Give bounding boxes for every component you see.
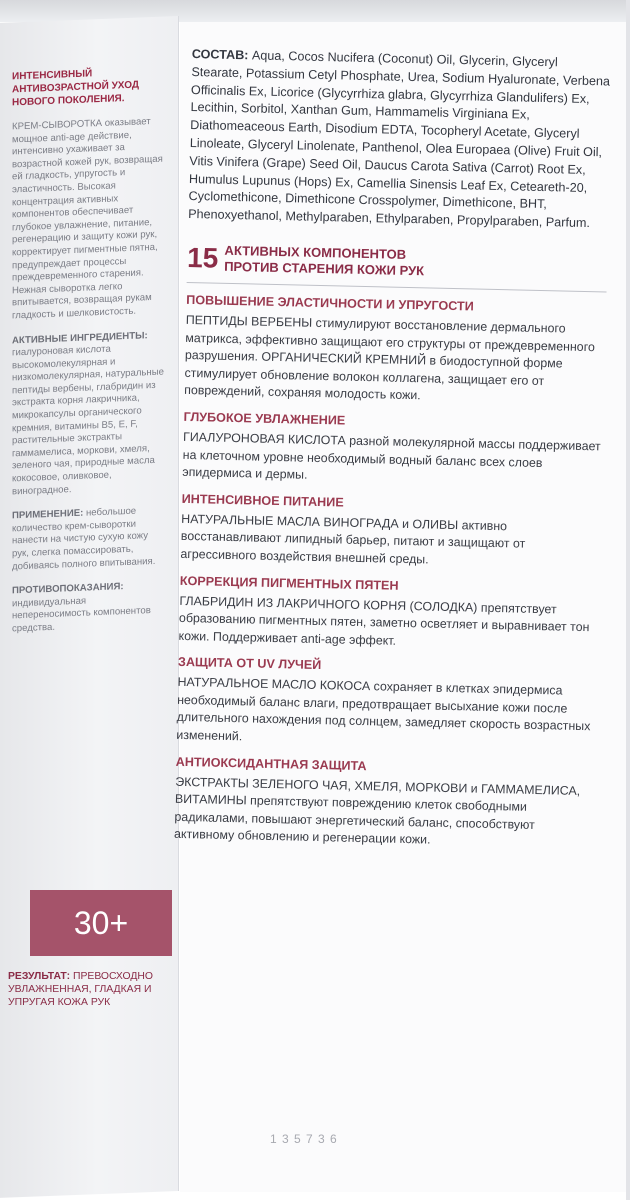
section-title: ИНТЕНСИВНОЕ ПИТАНИЕ — [181, 491, 344, 510]
section-title: ЗАЩИТА ОТ UV ЛУЧЕЙ — [177, 655, 322, 673]
usage-label: ПРИМЕНЕНИЕ: — [12, 507, 84, 522]
section-text: НАТУРАЛЬНОЕ МАСЛО КОКОСА сохраняет в клетках эпидермиса необходимый баланс влаги, предотвращает высыхание кожи после длительного нахождения под солнцем, замедляет скорость возрастных изменений. — [176, 675, 591, 744]
section-title: ПОВЫШЕНИЕ ЭЛАСТИЧНОСТИ И УПРУГОСТИ — [186, 292, 474, 314]
active-ingredients — [12, 329, 167, 499]
section-text: НАТУРАЛЬНЫЕ МАСЛА ВИНОГРАДА и ОЛИВЫ активно восстанавливают липидный барьер, питают и защищают от агрессивного воздействия внешней среды. — [180, 511, 526, 567]
usage — [12, 505, 167, 574]
box-front-panel — [173, 22, 628, 1192]
section-text: ГИАЛУРОНОВАЯ КИСЛОТА разной молекулярной массы поддерживает на клеточном уровне необходимый водный баланс всех слоев эпидермиса и дермы. — [182, 429, 601, 482]
result-text: ПРЕВОСХОДНО УВЛАЖНЕННАЯ, ГЛАДКАЯ И УПРУГАЯ КОЖА РУК — [8, 971, 153, 1008]
box-right-edge — [626, 0, 630, 1200]
age-badge: 30+ — [30, 890, 172, 956]
active-ingredients-label: АКТИВНЫЕ ИНГРЕДИЕНТЫ: — [12, 329, 148, 346]
header-divider — [187, 282, 607, 293]
section-text: ПЕПТИДЫ ВЕРБЕНЫ стимулируют восстановление дермального матрикса, эффективно защищают его структуры от преждевременного разрушения. ОРГАНИЧЕСКИЙ КРЕМНИЙ в биодоступной форме стимулирует обновление волокон коллагена, защищает его от повреждений, сохраняя молодость кожи. — [184, 312, 595, 403]
side-panel-content — [12, 64, 167, 648]
composition-label: СОСТАВ: — [191, 46, 249, 63]
contraindications-label: ПРОТИВОПОКАЗАНИЯ: — [12, 581, 124, 597]
benefit-section — [180, 491, 602, 573]
components-header-line2: ПРОТИВ СТАРЕНИЯ КОЖИ РУК — [223, 258, 425, 279]
benefit-section — [184, 292, 606, 409]
result-label: РЕЗУЛЬТАТ: — [8, 971, 71, 982]
side-title: ИНТЕНСИВНЫЙ АНТИВОЗРАСТНОЙ УХОД НОВОГО ПОКОЛЕНИЯ. — [12, 68, 139, 109]
active-ingredients-text: гиалуроновая кислота высокомолекулярная и низкомолекулярная, натуральные пептиды вербены, глабридин из экстракта корня лакричника, микрокапсулы органического кремния, витамины B5, E, F, растительные экстракты гаммамелиса, моркови, хмеля, зеленого чая, природные масла кокосовое, оливковое, виноградное. — [12, 343, 164, 498]
composition-text: Aqua, Cocos Nucifera (Coconut) Oil, Glycerin, Glyceryl Stearate, Potassium Cetyl Phosphate, Urea, Sodium Hyaluronate, Verbena Officinalis Ex, Licorice (Glycyrrhiza glabra, Glycyrrhiza Glandulifers) Ex, Lecithin, Sorbitol, Xanthan Gum, Hammamelis Virginiana Ex, Diathomeaceous Earth, Disodium EDTA, Tocopheryl Acetate, Glyceryl Linoleate, Glyceryl Linolenate, Panthenol, Olea Europaea (Olive) Fruit Oil, Vitis Vinifera (Grape) Seed Oil, Daucus Carota Sativa (Carrot) Root Ex, Humulus Lupunus (Hops) Ex, Camellia Sinensis Leaf Ex, Ceteareth-20, Cyclomethicone, Dimethicone Crosspolymer, Dimethicone, BHT, Phenoxyethanol, Methylparaben, Ethylparaben, Propylparaben, Parfum. — [188, 48, 611, 231]
box-side-panel — [0, 16, 179, 1198]
section-title: АНТИОКСИДАНТНАЯ ЗАЩИТА — [175, 754, 367, 773]
components-count: 15 — [186, 241, 219, 274]
contraindications-text: индивидуальная непереносимость компонентов средства. — [12, 595, 151, 635]
benefit-section — [182, 409, 604, 491]
section-text: ЭКСТРАКТЫ ЗЕЛЕНОГО ЧАЯ, ХМЕЛЯ, МОРКОВИ и ГАММАМЕЛИСА, ВИТАМИНЫ препятствуют повреждению клеток свободными радикалами, повышают энергетический баланс, способствуют активному обновлению и регенерации кожи. — [173, 774, 581, 848]
result-text-block — [8, 970, 168, 1009]
benefit-section — [174, 753, 596, 853]
section-title: КОРРЕКЦИЯ ПИГМЕНТНЫХ ПЯТЕН — [179, 573, 399, 593]
benefit-section — [176, 654, 598, 754]
usage-text: небольшое количество крем-сыворотки нанести на чистую сухую кожу рук, слегка помассировать, добиваясь полного впитывания. — [12, 505, 156, 573]
components-header — [187, 242, 608, 284]
section-text: ГЛАБРИДИН ИЗ ЛАКРИЧНОГО КОРНЯ (СОЛОДКА) препятствует образованию пигментных пятен, заметно осветляет и выравнивает тон кожи. Поддерживает anti-age эффект. — [178, 593, 590, 648]
contraindications — [12, 580, 167, 636]
front-panel-content — [174, 46, 612, 853]
composition — [188, 46, 612, 233]
side-intro: КРЕМ-СЫВОРОТКА оказывает мощное anti-age действие, интенсивно ухаживает за возрастной кожей рук, возвращая ей гладкость, упругость и эластичность. Высокая концентрация активных компонентов обеспечивает глубокое увлажнение, питание, регенерацию и защиту кожи рук, корректирует пигментные пятна, предупреждает процессы преждевременного старения. Нежная сыворотка легко впитывается, возвращая рукам гладкость и шелковистость. — [12, 116, 163, 322]
benefit-section — [178, 572, 600, 654]
components-header-text — [224, 243, 425, 280]
section-title: ГЛУБОКОЕ УВЛАЖНЕНИЕ — [183, 409, 346, 428]
barcode-number: 1 3 5 7 3 6 — [270, 1132, 338, 1146]
components-header-line1: АКТИВНЫХ КОМПОНЕНТОВ — [224, 242, 407, 262]
